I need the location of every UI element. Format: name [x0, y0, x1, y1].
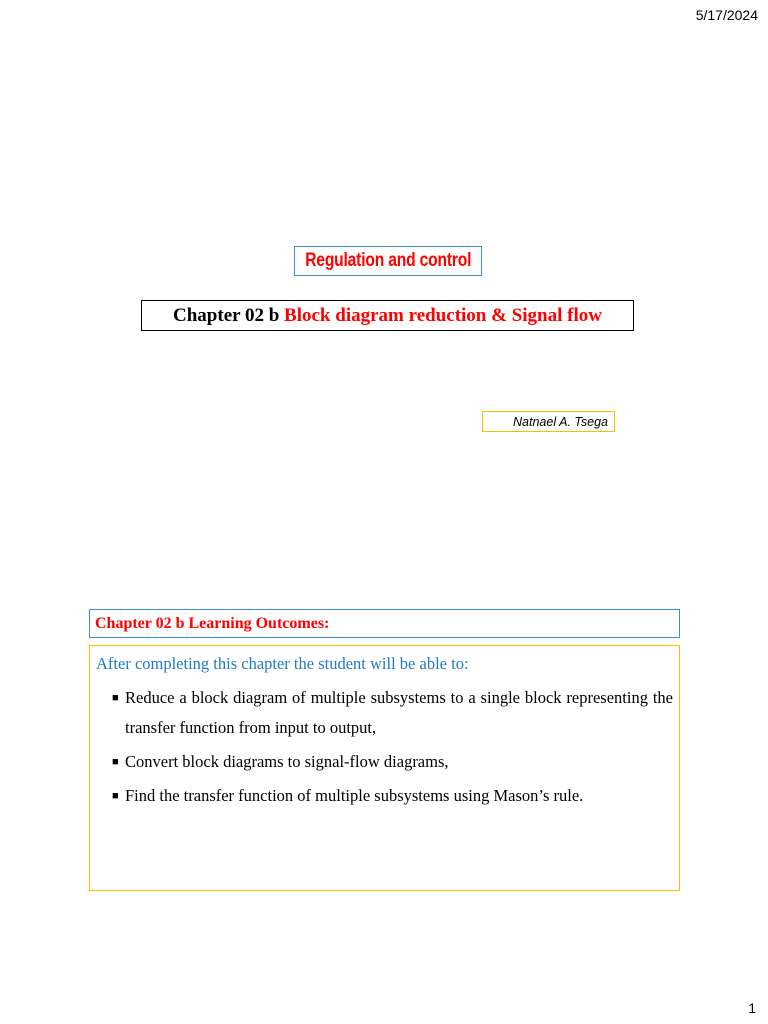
learning-outcomes-box: [89, 645, 680, 891]
square-bullet-icon: ■: [112, 756, 119, 768]
author-name: Natnael A. Tsega: [513, 414, 608, 429]
page-number: 1: [748, 1000, 756, 1016]
author-box: [482, 411, 615, 432]
chapter-topic: Block diagram reduction & Signal flow: [284, 304, 602, 326]
course-title-box: [294, 246, 482, 276]
chapter-prefix: Chapter 02 b: [173, 304, 280, 326]
list-item: ■ Reduce a block diagram of multiple subsystems to a single block representing the transfer function from input to output,: [125, 683, 673, 743]
square-bullet-icon: ■: [112, 692, 119, 704]
list-item: ■ Convert block diagrams to signal-flow diagrams,: [125, 747, 673, 777]
date-stamp: 5/17/2024: [695, 7, 758, 23]
chapter-title-box: [141, 300, 634, 331]
course-title: Regulation and control: [304, 250, 472, 271]
learning-outcomes-intro: After completing this chapter the student will be able to:: [96, 654, 469, 673]
square-bullet-icon: ■: [112, 790, 119, 802]
learning-outcomes-list: [96, 683, 673, 811]
learning-outcomes-heading: Chapter 02 b Learning Outcomes:: [89, 609, 680, 638]
list-item: ■ Find the transfer function of multiple subsystems using Mason’s rule.: [125, 781, 673, 811]
